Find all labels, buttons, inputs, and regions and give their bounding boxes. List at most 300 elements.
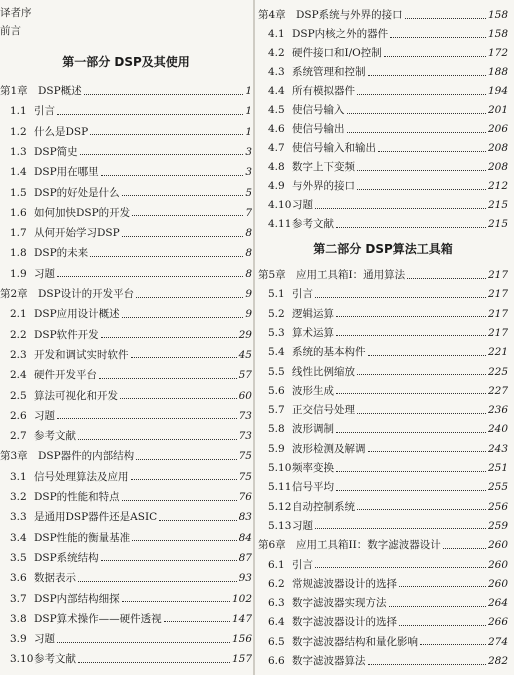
toc-page-number: 260 — [487, 577, 508, 590]
toc-entry-number: 2.2 — [10, 328, 27, 341]
toc-chapter-entry[interactable] — [0, 285, 252, 303]
toc-entry-title: DSP内部结构细探 — [34, 592, 120, 605]
toc-entry-title: 数字滤波器算法 — [292, 655, 366, 667]
toc-section-entry[interactable] — [258, 556, 508, 574]
toc-entry-number: 1.2 — [10, 125, 27, 138]
dot-leader — [336, 335, 486, 336]
dot-leader — [84, 94, 244, 95]
toc-page-number: 84 — [238, 531, 252, 544]
toc-entry-number: 3.3 — [10, 511, 27, 524]
toc-entry-number: 4.5 — [268, 104, 285, 116]
dot-leader — [407, 278, 486, 279]
dot-leader — [122, 236, 244, 237]
toc-section-entry[interactable] — [258, 25, 508, 43]
toc-section-entry[interactable] — [258, 305, 508, 323]
toc-entry-number: 3.10 — [10, 653, 34, 666]
toc-entry-title: 习题 — [34, 409, 55, 422]
toc-entry-title: 使信号输出 — [292, 123, 345, 135]
toc-front-preface[interactable] — [0, 22, 252, 40]
toc-page-number: 87 — [238, 551, 252, 564]
toc-section-entry[interactable] — [258, 498, 508, 516]
dot-leader — [368, 451, 486, 452]
toc-page-number: 45 — [238, 348, 252, 361]
toc-page-number: 1 — [245, 125, 252, 138]
toc-entry-number: 5.7 — [268, 404, 285, 417]
toc-page-number: 157 — [231, 653, 252, 666]
toc-section-entry[interactable] — [0, 265, 252, 283]
toc-entry-title: DSP性能的衡量基准 — [34, 531, 131, 544]
toc-page-number: 282 — [487, 655, 508, 667]
toc-page-number: 208 — [487, 142, 508, 154]
toc-entry-number: 4.11 — [268, 218, 292, 230]
toc-entry-number: 6.6 — [268, 655, 285, 667]
toc-page-number: 227 — [487, 384, 508, 397]
toc-entry-title: 波形调制 — [292, 423, 334, 436]
toc-entry-number: 1.5 — [10, 186, 27, 199]
toc-entry-number: 第1章 — [0, 85, 28, 97]
toc-page-number: 75 — [238, 450, 252, 463]
toc-entry-title: 是通用DSP器件还是ASIC — [34, 511, 158, 524]
toc-entry-number: 6.1 — [268, 558, 285, 571]
toc-page-number: 208 — [487, 161, 508, 173]
toc-page-number: 201 — [487, 104, 508, 116]
dot-leader — [315, 208, 486, 209]
toc-page-number: 172 — [487, 47, 508, 59]
toc-section-entry[interactable] — [258, 101, 508, 119]
front-matter-label: 前言 — [0, 25, 21, 37]
toc-entry-title: 习题 — [34, 267, 55, 280]
toc-section-entry[interactable] — [258, 82, 508, 100]
toc-entry-title: 系统的基本构件 — [292, 346, 366, 359]
toc-entry-title: 应用工具箱II：数字滤波器设计 — [296, 539, 441, 552]
toc-entry-number: 第2章 — [0, 288, 28, 300]
toc-entry-title: 数字滤波器实现方法 — [292, 597, 387, 610]
toc-entry-title: 频率变换 — [292, 462, 334, 474]
toc-entry-title: 常规滤波器设计的选择 — [292, 577, 397, 590]
dot-leader — [336, 432, 486, 433]
toc-section-entry[interactable] — [258, 459, 508, 477]
toc-entry-title: DSP系统结构 — [34, 551, 99, 564]
toc-page-number: 260 — [487, 558, 508, 571]
toc-section-entry[interactable] — [0, 102, 252, 120]
dot-leader — [164, 621, 230, 622]
toc-page-number: 73 — [238, 430, 252, 443]
toc-entry-number: 5.5 — [268, 365, 285, 378]
toc-chapter-entry[interactable] — [258, 536, 508, 554]
toc-page-number: 217 — [487, 326, 508, 339]
toc-entry-number: 3.7 — [10, 592, 27, 605]
dot-leader — [90, 256, 243, 257]
toc-page-number: 217 — [487, 288, 508, 301]
toc-section-entry[interactable] — [258, 420, 508, 438]
toc-entry-number: 3.6 — [10, 572, 27, 585]
toc-page-number: 259 — [487, 519, 508, 532]
toc-section-entry[interactable] — [258, 139, 508, 157]
dot-leader — [131, 479, 237, 480]
toc-section-entry[interactable] — [0, 427, 252, 445]
toc-page-number: 76 — [238, 491, 252, 503]
toc-entry-title: 波形检测及解调 — [292, 442, 366, 455]
toc-section-entry[interactable] — [0, 387, 252, 405]
toc-page-number: 57 — [238, 369, 252, 382]
toc-page-number: 9 — [245, 308, 252, 321]
toc-entry-title: 使信号输入和输出 — [292, 142, 376, 154]
toc-entry-title: 参考文献 — [34, 653, 76, 666]
toc-page-number: 255 — [487, 481, 508, 494]
toc-entry-title: 系统管理和控制 — [292, 66, 366, 78]
toc-entry-title: 从何开始学习DSP — [34, 227, 120, 240]
dot-leader — [99, 378, 237, 379]
toc-page-number: 5 — [245, 186, 252, 199]
dot-leader — [347, 132, 486, 133]
toc-section-entry[interactable] — [258, 63, 508, 81]
toc-entry-number: 5.12 — [268, 500, 292, 513]
toc-section-entry[interactable] — [0, 204, 252, 222]
dot-leader — [136, 459, 236, 460]
toc-section-entry[interactable] — [258, 613, 508, 631]
dot-leader — [78, 662, 230, 663]
toc-page-number: 3 — [245, 166, 252, 179]
toc-entry-number: 5.3 — [268, 326, 285, 339]
toc-entry-title: 数字滤波器设计的选择 — [292, 616, 397, 629]
toc-section-entry[interactable] — [0, 163, 252, 181]
dot-leader — [368, 75, 486, 76]
toc-entry-title: 习题 — [292, 519, 313, 532]
toc-entry-number: 4.10 — [268, 199, 292, 211]
toc-entry-number: 3.2 — [10, 491, 27, 503]
toc-section-entry[interactable] — [0, 143, 252, 161]
toc-page-number: 29 — [238, 328, 252, 341]
toc-entry-title: 自动控制系统 — [292, 500, 355, 513]
dot-leader — [357, 374, 486, 375]
toc-section-entry[interactable] — [0, 529, 252, 547]
toc-page-number: 251 — [487, 462, 508, 474]
dot-leader — [122, 317, 244, 318]
dot-leader — [384, 56, 486, 57]
dot-leader — [420, 644, 486, 645]
toc-page-number: 206 — [487, 123, 508, 135]
toc-entry-title: DSP内核之外的器件 — [292, 28, 389, 40]
toc-section-entry[interactable] — [0, 650, 252, 668]
toc-entry-number: 1.1 — [10, 105, 27, 118]
dot-leader — [405, 18, 486, 19]
toc-entry-number: 6.5 — [268, 635, 285, 648]
toc-entry-title: 数字滤波器结构和量化影响 — [292, 635, 418, 648]
part1-heading: 第一部分 DSP及其使用 — [62, 55, 190, 69]
dot-leader — [159, 520, 236, 521]
toc-section-entry[interactable] — [0, 569, 252, 587]
toc-section-entry[interactable] — [0, 508, 252, 526]
toc-section-entry[interactable] — [0, 407, 252, 425]
toc-entry-number: 6.2 — [268, 577, 285, 590]
toc-chapter-entry[interactable] — [0, 447, 252, 465]
toc-entry-title: DSP的性能和特点 — [34, 491, 120, 503]
toc-page-number: 93 — [238, 572, 252, 585]
dot-leader — [443, 548, 486, 549]
toc-section-entry[interactable] — [258, 575, 508, 593]
toc-entry-number: 1.7 — [10, 227, 27, 240]
toc-page-number: 8 — [245, 267, 252, 280]
toc-entry-number: 4.8 — [268, 161, 285, 173]
toc-entry-title: 逻辑运算 — [292, 307, 334, 320]
toc-page-number: 158 — [487, 9, 508, 21]
toc-page-number: 256 — [487, 500, 508, 513]
toc-entry-number: 2.5 — [10, 389, 27, 402]
toc-page-number: 194 — [487, 85, 508, 97]
toc-entry-number: 5.2 — [268, 307, 285, 320]
dot-leader — [368, 664, 486, 665]
toc-section-entry[interactable] — [258, 401, 508, 419]
toc-entry-number: 5.1 — [268, 288, 285, 301]
dot-leader — [78, 581, 237, 582]
toc-entry-title: 信号处理算法及应用 — [34, 470, 129, 483]
dot-leader — [131, 357, 237, 358]
toc-entry-title: 参考文献 — [34, 430, 76, 443]
toc-entry-number: 5.6 — [268, 384, 285, 397]
toc-section-entry[interactable] — [258, 196, 508, 214]
toc-entry-title: 习题 — [34, 633, 55, 646]
toc-section-entry[interactable] — [258, 478, 508, 496]
toc-entry-title: 应用工具箱I：通用算法 — [296, 269, 406, 281]
dot-leader — [357, 189, 486, 190]
dot-leader — [336, 490, 486, 491]
dot-leader — [136, 297, 243, 298]
toc-entry-number: 第5章 — [258, 269, 286, 281]
toc-page-number: 1 — [245, 105, 252, 118]
toc-entry-number: 2.6 — [10, 409, 27, 422]
toc-entry-title: DSP的好处是什么 — [34, 186, 120, 199]
dot-leader — [389, 606, 486, 607]
toc-section-entry[interactable] — [258, 215, 508, 233]
toc-entry-title: DSP设计的开发平台 — [38, 288, 135, 300]
toc-entry-number: 5.13 — [268, 519, 292, 532]
dot-leader — [57, 276, 243, 277]
toc-section-entry[interactable] — [0, 590, 252, 608]
dot-leader — [336, 471, 486, 472]
dot-leader — [336, 227, 486, 228]
toc-entry-number: 3.9 — [10, 633, 27, 646]
toc-entry-number: 5.8 — [268, 423, 285, 436]
toc-page-number: 266 — [487, 616, 508, 629]
toc-page-number: 158 — [487, 28, 508, 40]
toc-page-number: 217 — [487, 307, 508, 320]
toc-page-number: 264 — [487, 597, 508, 610]
dot-leader — [78, 439, 237, 440]
dot-leader — [57, 114, 243, 115]
toc-entry-number: 2.1 — [10, 308, 27, 321]
toc-entry-title: 信号平均 — [292, 481, 334, 494]
toc-entry-title: 引言 — [292, 558, 313, 571]
toc-page-number: 212 — [487, 180, 508, 192]
toc-chapter-entry[interactable] — [258, 266, 508, 284]
toc-page-number: 221 — [487, 346, 508, 359]
dot-leader — [101, 337, 237, 338]
toc-chapter-entry[interactable] — [0, 82, 252, 100]
toc-entry-title: 与外界的接口 — [292, 180, 355, 192]
toc-entry-number: 1.3 — [10, 145, 27, 158]
toc-entry-title: 所有模拟器件 — [292, 85, 355, 97]
toc-section-entry[interactable] — [0, 123, 252, 141]
toc-section-entry[interactable] — [0, 468, 252, 486]
toc-page-number: 8 — [245, 247, 252, 260]
toc-section-entry[interactable] — [0, 610, 252, 628]
dot-leader — [357, 170, 486, 171]
toc-entry-title: DSP算术操作——硬件透视 — [34, 612, 162, 625]
toc-entry-title: 硬件接口和I/O控制 — [292, 47, 382, 59]
dot-leader — [80, 154, 244, 155]
dot-leader — [101, 175, 244, 176]
dot-leader — [390, 37, 486, 38]
dot-leader — [57, 418, 237, 419]
toc-page-number: 147 — [231, 612, 252, 625]
dot-leader — [357, 413, 486, 414]
toc-entry-number: 1.4 — [10, 166, 27, 179]
dot-leader — [57, 642, 230, 643]
toc-entry-number: 3.8 — [10, 612, 27, 625]
toc-section-entry[interactable] — [258, 594, 508, 612]
toc-section-entry[interactable] — [0, 326, 252, 344]
toc-entry-number: 5.10 — [268, 462, 292, 474]
toc-entry-number: 第6章 — [258, 539, 286, 552]
toc-entry-number: 2.4 — [10, 369, 27, 382]
toc-section-entry[interactable] — [0, 184, 252, 202]
dot-leader — [378, 151, 486, 152]
toc-section-entry[interactable] — [258, 158, 508, 176]
dot-leader — [336, 316, 486, 317]
front-matter-label: 译者序 — [0, 7, 32, 19]
toc-entry-number: 2.7 — [10, 430, 27, 443]
toc-section-entry[interactable] — [0, 346, 252, 364]
toc-entry-title: 引言 — [292, 288, 313, 301]
toc-section-entry[interactable] — [258, 652, 508, 670]
dot-leader — [315, 567, 486, 568]
toc-page-number: 9 — [245, 288, 252, 300]
toc-entry-number: 第4章 — [258, 9, 286, 21]
toc-entry-number: 2.3 — [10, 348, 27, 361]
toc-page-number: 83 — [238, 511, 252, 524]
toc-entry-title: 如何加快DSP的开发 — [34, 206, 131, 219]
part2-heading: 第二部分 DSP算法工具箱 — [313, 242, 453, 256]
toc-page-number: 3 — [245, 145, 252, 158]
toc-section-entry[interactable] — [258, 285, 508, 303]
toc-entry-title: 算法可视化和开发 — [34, 389, 118, 402]
toc-entry-title: 数字上下变频 — [292, 161, 355, 173]
toc-entry-number: 3.1 — [10, 470, 27, 483]
toc-page-number: 240 — [487, 423, 508, 436]
toc-entry-number: 4.6 — [268, 123, 285, 135]
toc-page-number: 7 — [245, 206, 252, 219]
toc-entry-number: 4.1 — [268, 28, 285, 40]
toc-entry-title: 引言 — [34, 105, 55, 118]
toc-section-entry[interactable] — [258, 440, 508, 458]
toc-section-entry[interactable] — [258, 44, 508, 62]
toc-entry-title: 开发和调试实时软件 — [34, 348, 129, 361]
toc-entry-title: 正交信号处理 — [292, 404, 355, 417]
dot-leader — [347, 113, 486, 114]
toc-entry-number: 5.11 — [268, 481, 292, 494]
toc-entry-number: 4.4 — [268, 85, 285, 97]
toc-entry-number: 4.3 — [268, 66, 285, 78]
toc-entry-number: 第3章 — [0, 450, 28, 463]
toc-section-entry[interactable] — [0, 549, 252, 567]
dot-leader — [357, 94, 486, 95]
toc-entry-number: 1.8 — [10, 247, 27, 260]
toc-section-entry[interactable] — [258, 324, 508, 342]
toc-page-number: 102 — [231, 592, 252, 605]
toc-entry-title: DSP系统与外界的接口 — [296, 9, 403, 21]
toc-entry-title: DSP的未来 — [34, 247, 89, 260]
toc-section-entry[interactable] — [258, 120, 508, 138]
dot-leader — [315, 528, 486, 529]
toc-section-entry[interactable] — [0, 630, 252, 648]
toc-page-number: 60 — [238, 389, 252, 402]
toc-entry-number: 4.2 — [268, 47, 285, 59]
toc-chapter-entry[interactable] — [258, 6, 508, 24]
toc-section-entry[interactable] — [0, 244, 252, 262]
toc-section-entry[interactable] — [258, 363, 508, 381]
toc-entry-title: 算术运算 — [292, 326, 334, 339]
toc-section-entry[interactable] — [0, 366, 252, 384]
toc-entry-title: 波形生成 — [292, 384, 334, 397]
toc-page-number: 1 — [245, 85, 252, 97]
dot-leader — [122, 601, 230, 602]
toc-entry-title: 参考文献 — [292, 218, 334, 230]
toc-entry-title: 什么是DSP — [34, 125, 89, 138]
toc-entry-number: 5.4 — [268, 346, 285, 359]
toc-section-entry[interactable] — [0, 224, 252, 242]
dot-leader — [122, 500, 237, 501]
toc-entry-title: DSP概述 — [38, 85, 82, 97]
toc-entry-title: DSP简史 — [34, 145, 78, 158]
toc-page-number: 73 — [238, 409, 252, 422]
toc-entry-title: DSP用在哪里 — [34, 166, 99, 179]
dot-leader — [132, 540, 236, 541]
toc-entry-number: 4.7 — [268, 142, 285, 154]
dot-leader — [90, 134, 243, 135]
toc-section-entry[interactable] — [258, 633, 508, 651]
toc-section-entry[interactable] — [258, 382, 508, 400]
toc-entry-title: 线性比例缩放 — [292, 365, 355, 378]
toc-page-number: 215 — [487, 199, 508, 211]
toc-entry-number: 3.4 — [10, 531, 27, 544]
toc-entry-number: 1.6 — [10, 206, 27, 219]
dot-leader — [368, 355, 486, 356]
toc-front-translator-preface[interactable] — [0, 4, 252, 22]
toc-section-entry[interactable] — [258, 517, 508, 535]
toc-entry-title: DSP应用设计概述 — [34, 308, 120, 321]
toc-entry-number: 3.5 — [10, 551, 27, 564]
dot-leader — [101, 560, 237, 561]
toc-entry-number: 6.4 — [268, 616, 285, 629]
toc-section-entry[interactable] — [258, 177, 508, 195]
dot-leader — [120, 398, 237, 399]
toc-section-entry[interactable] — [0, 305, 252, 323]
toc-page-number: 215 — [487, 218, 508, 230]
toc-page-number: 8 — [245, 227, 252, 240]
toc-section-entry[interactable] — [258, 343, 508, 361]
dot-leader — [399, 586, 486, 587]
toc-page-number: 225 — [487, 365, 508, 378]
toc-entry-title: DSP软件开发 — [34, 328, 99, 341]
toc-entry-title: 硬件开发平台 — [34, 369, 97, 382]
toc-page-number: 274 — [487, 635, 508, 648]
toc-section-entry[interactable] — [0, 488, 252, 506]
toc-entry-title: 使信号输入 — [292, 104, 345, 116]
toc-entry-number: 6.3 — [268, 597, 285, 610]
toc-entry-title: 数据表示 — [34, 572, 76, 585]
dot-leader — [122, 195, 244, 196]
toc-page-number: 260 — [487, 539, 508, 552]
